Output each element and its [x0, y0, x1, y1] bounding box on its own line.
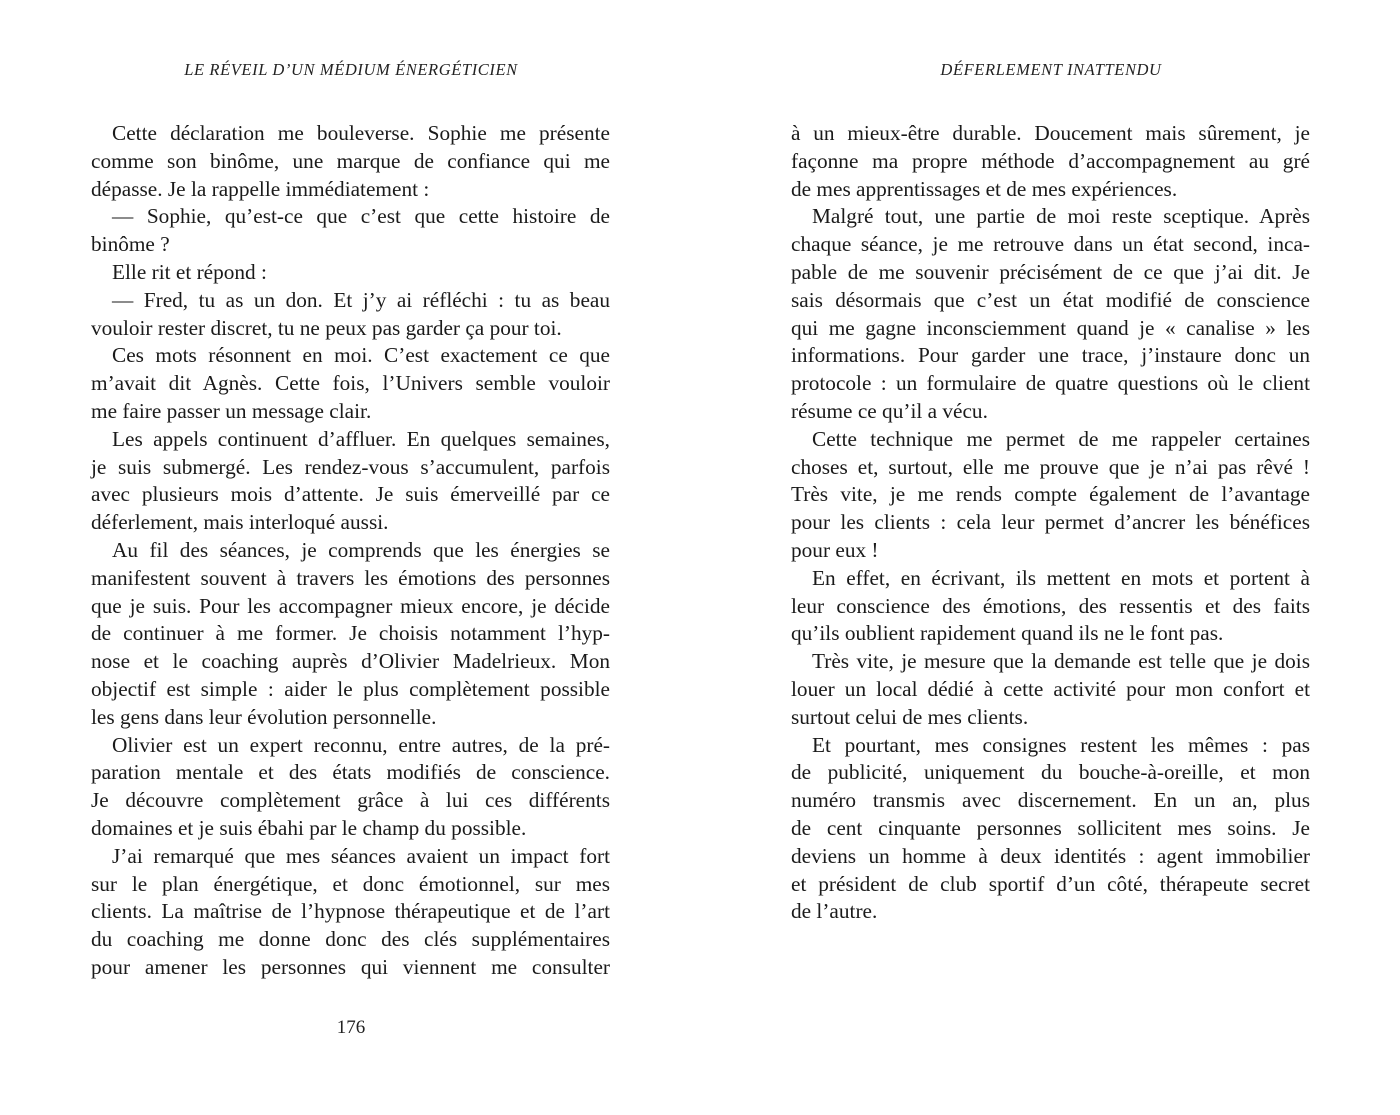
- page-number: 176: [336, 1017, 366, 1038]
- text-line: clients. La maîtrise de l’hypnose thérapeutique et de l’art: [91, 899, 610, 924]
- text-line: Je découvre complètement grâce à lui ces différents: [91, 788, 610, 813]
- text-line: Et pourtant, mes consignes restent les mêmes : pas: [812, 732, 1310, 757]
- text-line: résume ce qu’il a vécu.: [791, 398, 988, 423]
- text-line: je suis submergé. Les rendez-vous s’accumulent, parfois: [91, 454, 610, 479]
- text-line: qui me gagne inconsciemment quand je « canalise » les: [791, 315, 1310, 340]
- text-line: de cent cinquante personnes sollicitent mes soins. Je: [791, 815, 1310, 840]
- text-line: En effet, en écrivant, ils mettent en mots et portent à: [812, 565, 1310, 590]
- text-line: objectif est simple : aider le plus complètement possible: [91, 676, 610, 701]
- text-line: que je suis. Pour les accompagner mieux encore, je décide: [91, 593, 610, 618]
- text-line: Très vite, je me rends compte également de l’avantage: [791, 482, 1310, 507]
- text-line: déferlement, mais interloqué aussi.: [91, 510, 389, 535]
- text-line: surtout celui de mes clients.: [791, 704, 1029, 729]
- text-line: informations. Pour garder une trace, j’instaure donc un: [791, 343, 1310, 368]
- text-line: choses et, surtout, elle me prouve que je n’ai pas rêvé !: [791, 454, 1310, 479]
- text-line: de mes apprentissages et de mes expériences.: [791, 176, 1178, 201]
- text-line: façonne ma propre méthode d’accompagnement au gré: [791, 148, 1310, 173]
- text-line: chaque séance, je me retrouve dans un état second, inca-: [791, 232, 1310, 257]
- text-line: paration mentale et des états modifiés de conscience.: [91, 760, 610, 785]
- text-line: me faire passer un message clair.: [91, 398, 372, 423]
- text-line: pour eux !: [791, 537, 879, 562]
- text-line: avec plusieurs mois d’attente. Je suis émerveillé par ce: [91, 482, 610, 507]
- text-line: du coaching me donne donc des clés supplémentaires: [91, 927, 610, 952]
- text-line: Les appels continuent d’affluer. En quelques semaines,: [112, 426, 610, 451]
- text-line: Elle rit et répond :: [112, 259, 267, 284]
- text-line: nose et le coaching auprès d’Olivier Madelrieux. Mon: [91, 649, 610, 674]
- body-text-left: [91, 120, 610, 982]
- text-line: sais désormais que c’est un état modifié de conscience: [791, 287, 1310, 312]
- text-line: à un mieux-être durable. Doucement mais sûrement, je: [791, 121, 1310, 145]
- text-line: de continuer à me former. Je choisis notamment l’hyp-: [91, 621, 610, 646]
- text-line: Ces mots résonnent en moi. C’est exactement ce que: [112, 343, 610, 368]
- text-line: protocole : un formulaire de quatre questions où le client: [791, 371, 1310, 396]
- running-head-right: DÉFERLEMENT INATTENDU: [940, 60, 1162, 79]
- text-line: J’ai remarqué que mes séances avaient un impact fort: [112, 843, 610, 868]
- text-line: m’avait dit Agnès. Cette fois, l’Univers semble vouloir: [91, 371, 610, 396]
- text-line: comme son binôme, une marque de confiance qui me: [91, 148, 610, 173]
- text-line: et président de club sportif d’un côté, thérapeute secret: [791, 871, 1310, 896]
- text-line: Cette technique me permet de me rappeler certaines: [812, 426, 1310, 451]
- text-line: de l’autre.: [791, 899, 878, 924]
- text-line: leur conscience des émotions, des ressentis et des faits: [791, 593, 1310, 618]
- text-line: louer un local dédié à cette activité pour mon confort et: [791, 676, 1310, 701]
- text-line: domaines et je suis ébahi par le champ du possible.: [91, 815, 527, 840]
- text-line: Cette déclaration me bouleverse. Sophie me présente: [112, 121, 610, 145]
- text-line: numéro transmis avec discernement. En un an, plus: [791, 788, 1310, 813]
- text-line: pour amener les personnes qui viennent me consulter: [91, 954, 610, 979]
- text-line: les gens dans leur évolution personnelle.: [91, 704, 437, 729]
- text-line: sur le plan énergétique, et donc émotionnel, sur mes: [91, 871, 610, 896]
- text-line: Olivier est un expert reconnu, entre autres, de la pré-: [112, 732, 610, 757]
- text-line: de publicité, uniquement du bouche-à-oreille, et mon: [791, 760, 1310, 785]
- text-line: pour les clients : cela leur permet d’ancrer les bénéfices: [791, 510, 1310, 535]
- text-line: deviens un homme à deux identités : agent immobilier: [791, 843, 1310, 868]
- text-line: Très vite, je mesure que la demande est telle que je dois: [812, 649, 1310, 674]
- text-line: qu’ils oublient rapidement quand ils ne le font pas.: [791, 621, 1224, 646]
- text-line: binôme ?: [91, 232, 170, 257]
- text-line: vouloir rester discret, tu ne peux pas garder ça pour toi.: [91, 315, 562, 340]
- text-line: — Fred, tu as un don. Et j’y ai réfléchi : tu as beau: [112, 287, 610, 312]
- text-line: Au fil des séances, je comprends que les énergies se: [112, 537, 610, 562]
- body-text-right: [791, 120, 1310, 926]
- text-line: manifestent souvent à travers les émotions des personnes: [91, 565, 610, 590]
- text-line: — Sophie, qu’est-ce que c’est que cette histoire de: [112, 204, 610, 229]
- running-head-left: LE RÉVEIL D’UN MÉDIUM ÉNERGÉTICIEN: [184, 60, 518, 79]
- text-line: Malgré tout, une partie de moi reste sceptique. Après: [812, 204, 1310, 229]
- text-line: pable de me souvenir précisément de ce que j’ai dit. Je: [791, 259, 1310, 284]
- text-line: dépasse. Je la rappelle immédiatement :: [91, 176, 430, 201]
